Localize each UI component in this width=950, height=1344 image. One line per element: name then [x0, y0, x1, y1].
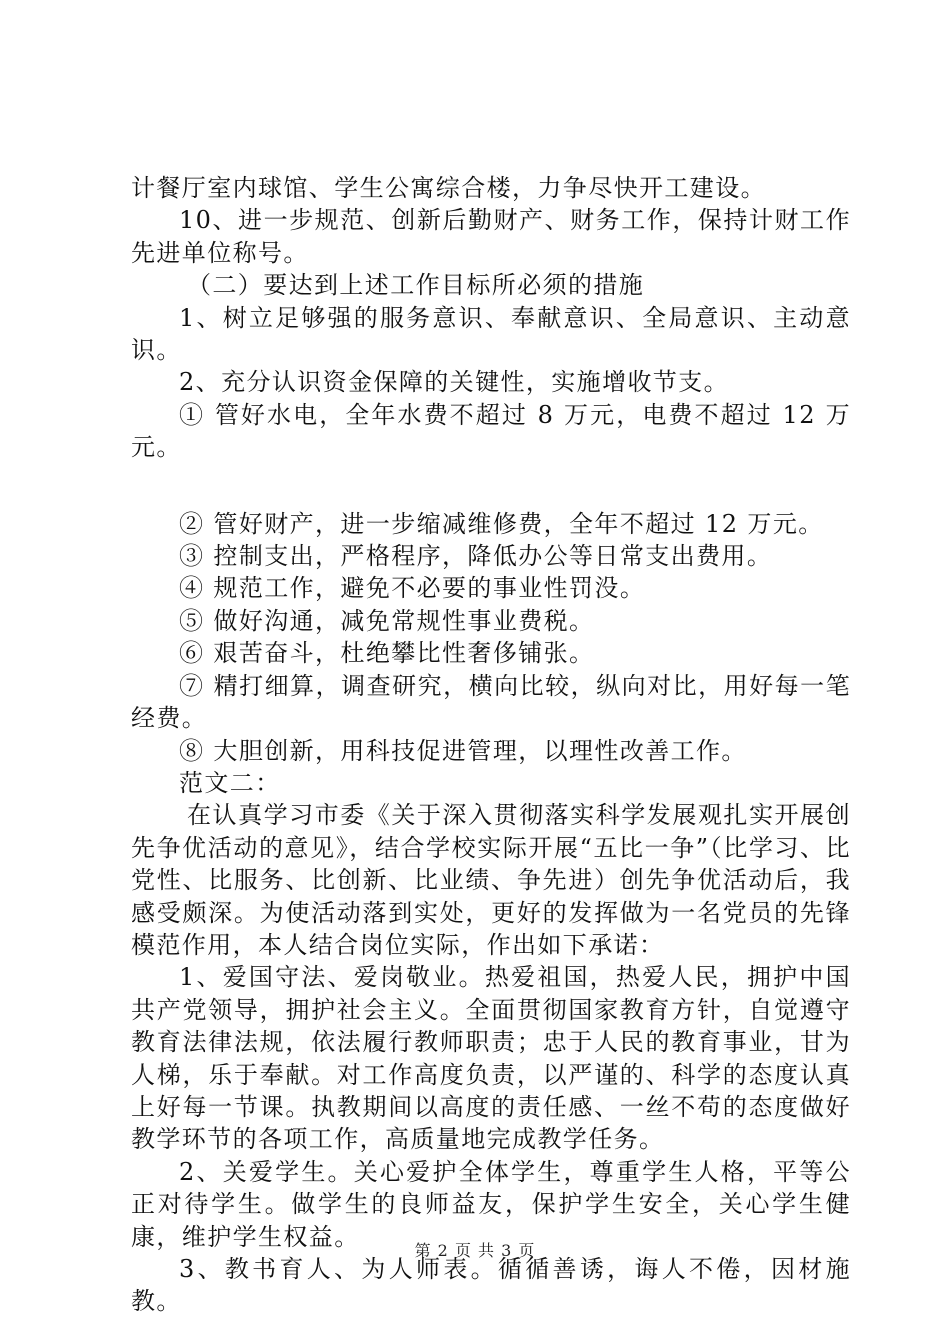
paragraph: 2、关爱学生。关心爱护全体学生，尊重学生人格，平等公正对待学生。做学生的良师益友，保护学生安全，关心学生健康，维护学生权益。 [131, 1157, 851, 1251]
list-item: ① 管好水电，全年水费不超过 8 万元，电费不超过 12 万元。 [131, 400, 851, 462]
paragraph: 2、充分认识资金保障的关键性，实施增收节支。 [179, 368, 730, 397]
document-body [131, 172, 851, 1318]
section-heading: 范文二： [179, 768, 281, 797]
page-footer [0, 1238, 950, 1261]
paragraph: 1、树立足够强的服务意识、奉献意识、全局意识、主动意识。 [131, 303, 851, 365]
blank-line [131, 464, 851, 508]
list-item: ③ 控制支出，严格程序，降低办公等日常支出费用。 [179, 542, 773, 571]
paragraph: 1、爱国守法、爱岗敬业。热爱祖国，热爱人民，拥护中国共产党领导，拥护社会主义。全面贯彻国家教育方针，自觉遵守教育法律法规，依法履行教师职责；忠于人民的教育事业，甘为人梯，乐于奉献。对工作高度负责，以严谨的、科学的态度认真上好每一节课。执教期间以高度的责任感、一丝不苟的态度做好教学环节的各项工作，高质量地完成教学任务。 [131, 963, 851, 1154]
list-item: ⑥ 艰苦奋斗，杜绝攀比性奢侈铺张。 [179, 639, 595, 668]
page-number: 第 2 页 共 3 页 [414, 1241, 536, 1260]
list-item: ⑤ 做好沟通，减免常规性事业费税。 [179, 606, 595, 635]
list-item: ⑧ 大胆创新，用科技促进管理，以理性改善工作。 [179, 736, 747, 765]
paragraph: 在认真学习市委《关于深入贯彻落实科学发展观扎实开展创先争优活动的意见》，结合学校实际开展“五比一争”（比学习、比党性、比服务、比创新、比业绩、争先进）创先争优活动后，我感受颇深。为使活动落到实处，更好的发挥做为一名党员的先锋模范作用，本人结合岗位实际，作出如下承诺： [131, 801, 851, 959]
paragraph: 10、进一步规范、创新后勤财产、财务工作，保持计财工作先进单位称号。 [131, 206, 851, 267]
paragraph: 3、教书育人、为人师表。循循善诱，诲人不倦，因材施教。 [131, 1255, 851, 1316]
list-item: ② 管好财产，进一步缩减维修费，全年不超过 12 万元。 [179, 509, 824, 538]
list-item: ⑦ 精打细算，调查研究，横向比较，纵向对比，用好每一笔经费。 [131, 671, 851, 733]
paragraph: 计餐厅室内球馆、学生公寓综合楼，力争尽快开工建设。 [131, 174, 766, 202]
list-item: ④ 规范工作，避免不必要的事业性罚没。 [179, 574, 646, 603]
section-heading: （二）要达到上述工作目标所必须的措施 [187, 271, 645, 300]
